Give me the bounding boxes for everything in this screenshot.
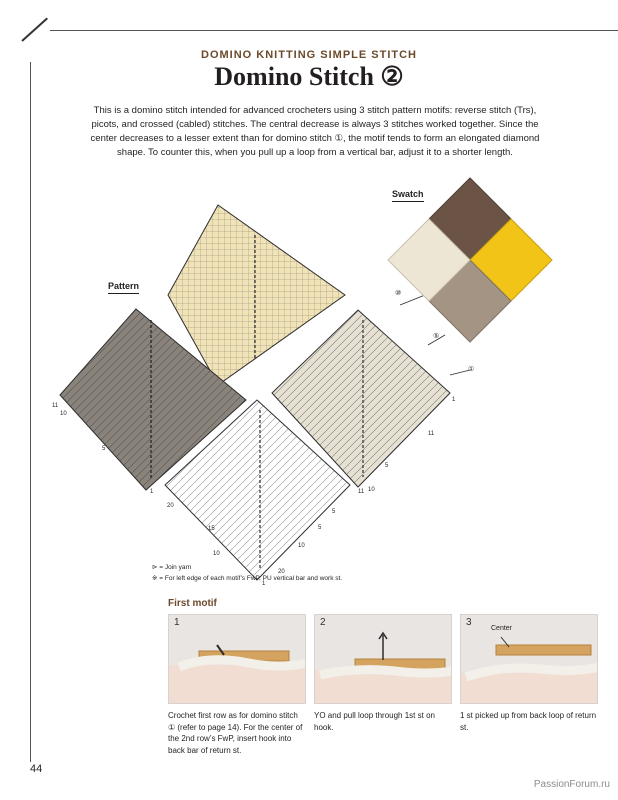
swatch-label: Swatch [392, 189, 424, 199]
svg-text:5: 5 [318, 525, 322, 531]
top-rule [50, 30, 618, 31]
first-motif-heading: First motif [168, 598, 217, 609]
step-3 [460, 614, 598, 733]
step-2-number: 2 [320, 617, 326, 628]
svg-text:1: 1 [262, 581, 266, 587]
svg-text:10: 10 [213, 551, 220, 557]
legend [152, 562, 342, 584]
legend-join-yarn: ⊳ = Join yarn [152, 564, 192, 571]
pattern-label: Pattern [108, 281, 139, 291]
svg-text:10: 10 [368, 487, 375, 493]
legend-left-edge: ※ = For left edge of each motif’s FwP, PU vertical bar and work st. [152, 575, 343, 582]
svg-text:20: 20 [167, 503, 174, 509]
svg-text:5: 5 [385, 463, 389, 469]
intro-paragraph: This is a domino stitch intended for advanced crocheters using 3 stitch pattern motifs: reverse stitch (Trs), picots, and crossed (cabled) stitches. The central decrease is always 3 stitches worked together. Since the center decreases to a lesser extent than for domino stitch ①, the motif tends to form an elongated diamond shape. To counter this, when you pull up a loop from a vertical bar, adjust it to a shorter length. [90, 105, 540, 158]
step-1-photo [168, 614, 306, 704]
svg-text:5: 5 [332, 509, 336, 515]
svg-text:11: 11 [428, 431, 435, 437]
center-callout: Center [491, 625, 513, 632]
step-1 [168, 614, 306, 756]
swatch-photo [380, 170, 560, 345]
step-1-caption: Crochet first row as for domino stitch ① (refer to page 14). For the center of the 2nd row’s FwP, insert hook into back bar of return st. [168, 711, 303, 755]
step-3-number: 3 [466, 617, 472, 628]
svg-text:10: 10 [60, 411, 67, 417]
step-2 [314, 614, 452, 733]
svg-text:⑤: ⑤ [433, 333, 440, 340]
section-kicker: DOMINO KNITTING SIMPLE STITCH [201, 49, 417, 61]
left-rule [30, 62, 31, 762]
svg-text:20: 20 [278, 569, 285, 575]
svg-text:⑩: ⑩ [395, 290, 402, 297]
svg-text:11: 11 [358, 489, 365, 495]
svg-text:1: 1 [150, 489, 154, 495]
svg-text:11: 11 [52, 403, 59, 409]
svg-text:①: ① [468, 366, 475, 373]
svg-text:1: 1 [452, 397, 456, 403]
step-1-number: 1 [174, 617, 180, 628]
watermark: PassionForum.ru [533, 779, 610, 790]
step-3-caption: 1 st picked up from back loop of return st. [460, 711, 597, 732]
page-title: Domino Stitch ② [214, 62, 404, 91]
step-3-photo [460, 614, 598, 704]
page-number: 44 [30, 763, 43, 775]
step-2-caption: YO and pull loop through 1st st on hook. [314, 711, 435, 732]
svg-text:5: 5 [102, 446, 106, 452]
svg-text:15: 15 [208, 526, 215, 532]
step-2-photo [314, 614, 452, 704]
corner-decoration [21, 18, 48, 42]
svg-text:10: 10 [298, 543, 305, 549]
